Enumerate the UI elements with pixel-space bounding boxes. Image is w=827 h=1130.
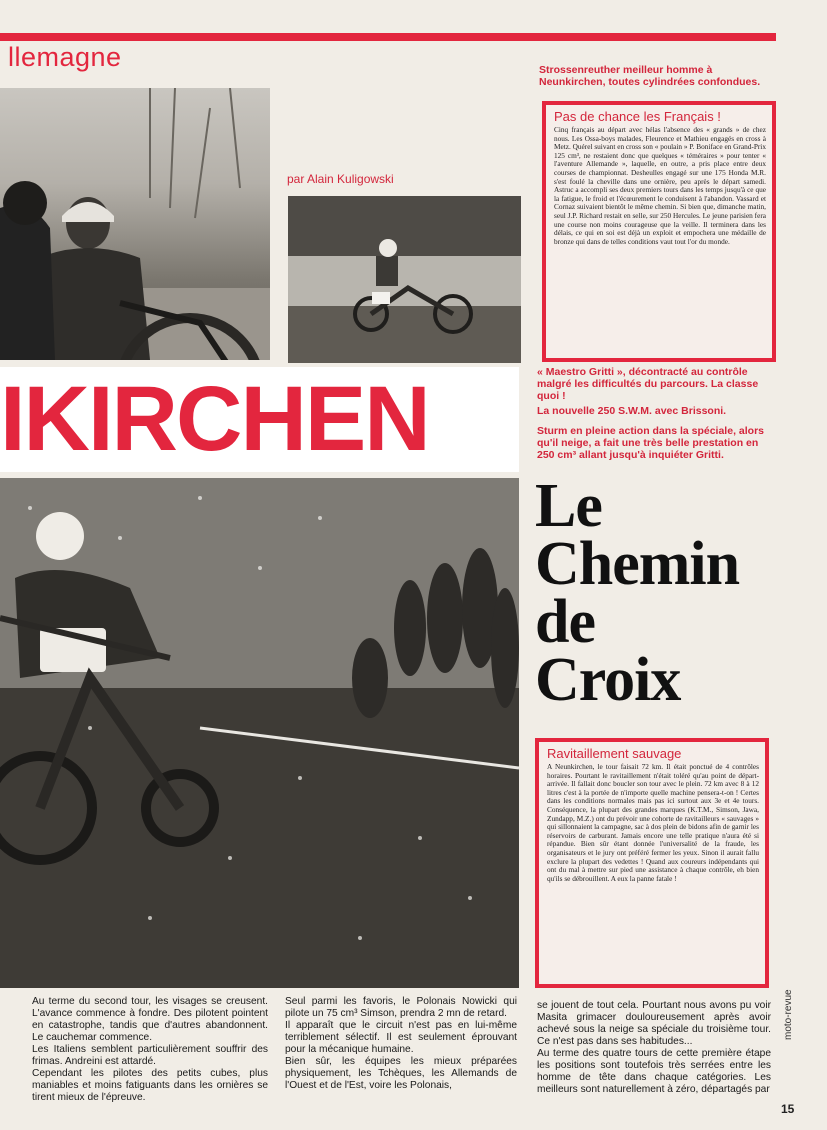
sidebar-box-text: Cinq français au départ avec hélas l'absence des « grands » de chez nous. Les Ossa-boys malades, Fleurence et Mathieu engagés en cross à Metz. Quérel suivant en cross son « poulain » P. Boniface en Grand-Prix 125 cm³, ne restaient donc que quelques « téméraires » pour tenter « l'aventure Allemande », laquelle, en outre, a pris place entre deux courses de championnat. Desheulles engagé sur une 175 Honda M.R. s'est foulé la cheville dans une ornière, peu après le départ samedi. Astruc a accompli ses deux premiers tours dans les temps jusqu'à ce que la fatigue, le froid et l'écœurement le conduisent à l'abandon. Vassard et Cornaz suivaient bientôt le même chemin. Si bien que, dimanche matin, seul J.P. Richard restait en selle, sur 250 Hercules. Le jeune parisien fera une course non moins courageuse que la veille. Il terminera dans les délais, ce qui en soi est déjà un exploit et empochera une médaille de bronze qui dans de telles conditions vaut tout l'or du monde. (554, 125, 766, 246)
caption-sturm: Sturm en pleine action dans la spéciale, alors qu'il neige, a fait une très belle prestation en 250 cm³ allant jusqu'à inquiéter Gritti. (537, 425, 764, 461)
body-column-3 (537, 1000, 771, 1096)
sidebar-box-title: Pas de chance les Français ! (554, 109, 721, 124)
page-number: 15 (781, 1102, 795, 1116)
snow-rider-illustration (0, 478, 519, 988)
top-rule (0, 33, 776, 41)
sidebar-box-title: Ravitaillement sauvage (547, 746, 682, 761)
headline-line: Chemin (535, 530, 740, 598)
rider-standing-illustration (0, 88, 270, 360)
paragraph: Au terme du second tour, les visages se creusent. L'avance commence à fondre. Des pilotent pointent en catastrophe, tandis que d'autres abandonnent. Le cauchemar commence. (32, 996, 268, 1043)
paragraph: Cependant les pilotes des petits cubes, plus maniables et moins fatiguants dans les ornières se tirent mieux de l'épreuve. (32, 1068, 268, 1103)
headline-line: Croix (535, 646, 681, 714)
caption-strossenreuther: Strossenreuther meilleur homme à Neunkirchen, toutes cylindrées confondues. (539, 64, 761, 88)
paragraph: Il apparaît que le circuit n'est pas en lui-même terriblement sélectif. Il est seulement éprouvant pour la mécanique humaine. (285, 1020, 517, 1055)
body-column-1 (32, 996, 268, 1104)
paragraph: Au terme des quatre tours de cette première étape les positions sont toutefois très serrées entre les homme de tête dans chaque catégories. Les meilleurs sont naturellement à zéro, départagés par (537, 1048, 771, 1095)
headline (535, 472, 815, 714)
publication-name: moto-revue (783, 989, 794, 1040)
rider-riding-field-photo (288, 196, 521, 363)
byline: par Alain Kuligowski (287, 172, 394, 186)
headline-line: de (535, 588, 595, 656)
rider-standing-photo (0, 88, 270, 360)
race-name-banner: IKIRCHEN (0, 367, 519, 472)
paragraph: Les Italiens semblent particulièrement souffrir des frimas. Andreini est attardé. (32, 1044, 268, 1067)
field-rider-illustration (288, 196, 521, 363)
sidebar-box-francais (542, 101, 776, 362)
paragraph: se jouent de tout cela. Pourtant nous avons pu voir Masita grimacer douloureusement après avoir achevé sous la neige sa spéciale du troisième tour. Ce n'est pas dans ses habitudes... (537, 1000, 771, 1047)
paragraph: Bien sûr, les équipes les mieux préparées physiquement, les Tchèques, les Allemands de l'Ouest et de l'Est, voire les Polonais, (285, 1056, 517, 1091)
body-column-2 (285, 996, 517, 1092)
rider-190-snow-photo (0, 478, 519, 988)
paragraph: Seul parmi les favoris, le Polonais Nowicki qui pilote un 75 cm³ Simson, prendra 2 mn de retard. (285, 996, 517, 1019)
sidebar-box-ravitaillement (535, 738, 769, 988)
caption-gritti: « Maestro Gritti », décontracté au contrôle malgré les difficultés du parcours. La classe quoi ! (537, 366, 759, 402)
headline-line: Le (535, 472, 602, 540)
caption-swm: La nouvelle 250 S.W.M. avec Brissoni. (537, 405, 727, 417)
section-kicker: llemagne (8, 42, 122, 72)
sidebar-box-text: A Neunkirchen, le tour faisait 72 km. Il était ponctué de 4 contrôles horaires. Pourtant le ravitaillement n'était toléré qu'au point de départ-arrivée. Il fallait donc boucler son tour avec le plein. 72 km avec 8 à 12 litres c'est à la portée de n'importe quelle machine pensera-t-on ! Certes dans les conditions normales mais pas ici surtout aux 3e et 4e tours. Conséquence, la plupart des grandes marques (K.T.M., Simson, Jawa, Zundapp, M.Z.) ont du prévoir une cohorte de ravitailleurs « sauvages » qui sillonnaient la campagne, sac à dos plein de bidons afin de garnir les réservoirs de carburant. Jamais encore une telle pratique n'aura été si répandue. Bien sûr étant donnée l'universalité de la fraude, les organisateurs et le jury ont préféré fermer les yeux. Sinon il aurait fallu exclure la plupart des vedettes ! Quand aux coureurs indépendants qui ont du mal à mettre sur pied une assistance à chaque contrôle, eh bien qu'ils se débrouillent. A eux la panne fatale ! (547, 762, 759, 883)
